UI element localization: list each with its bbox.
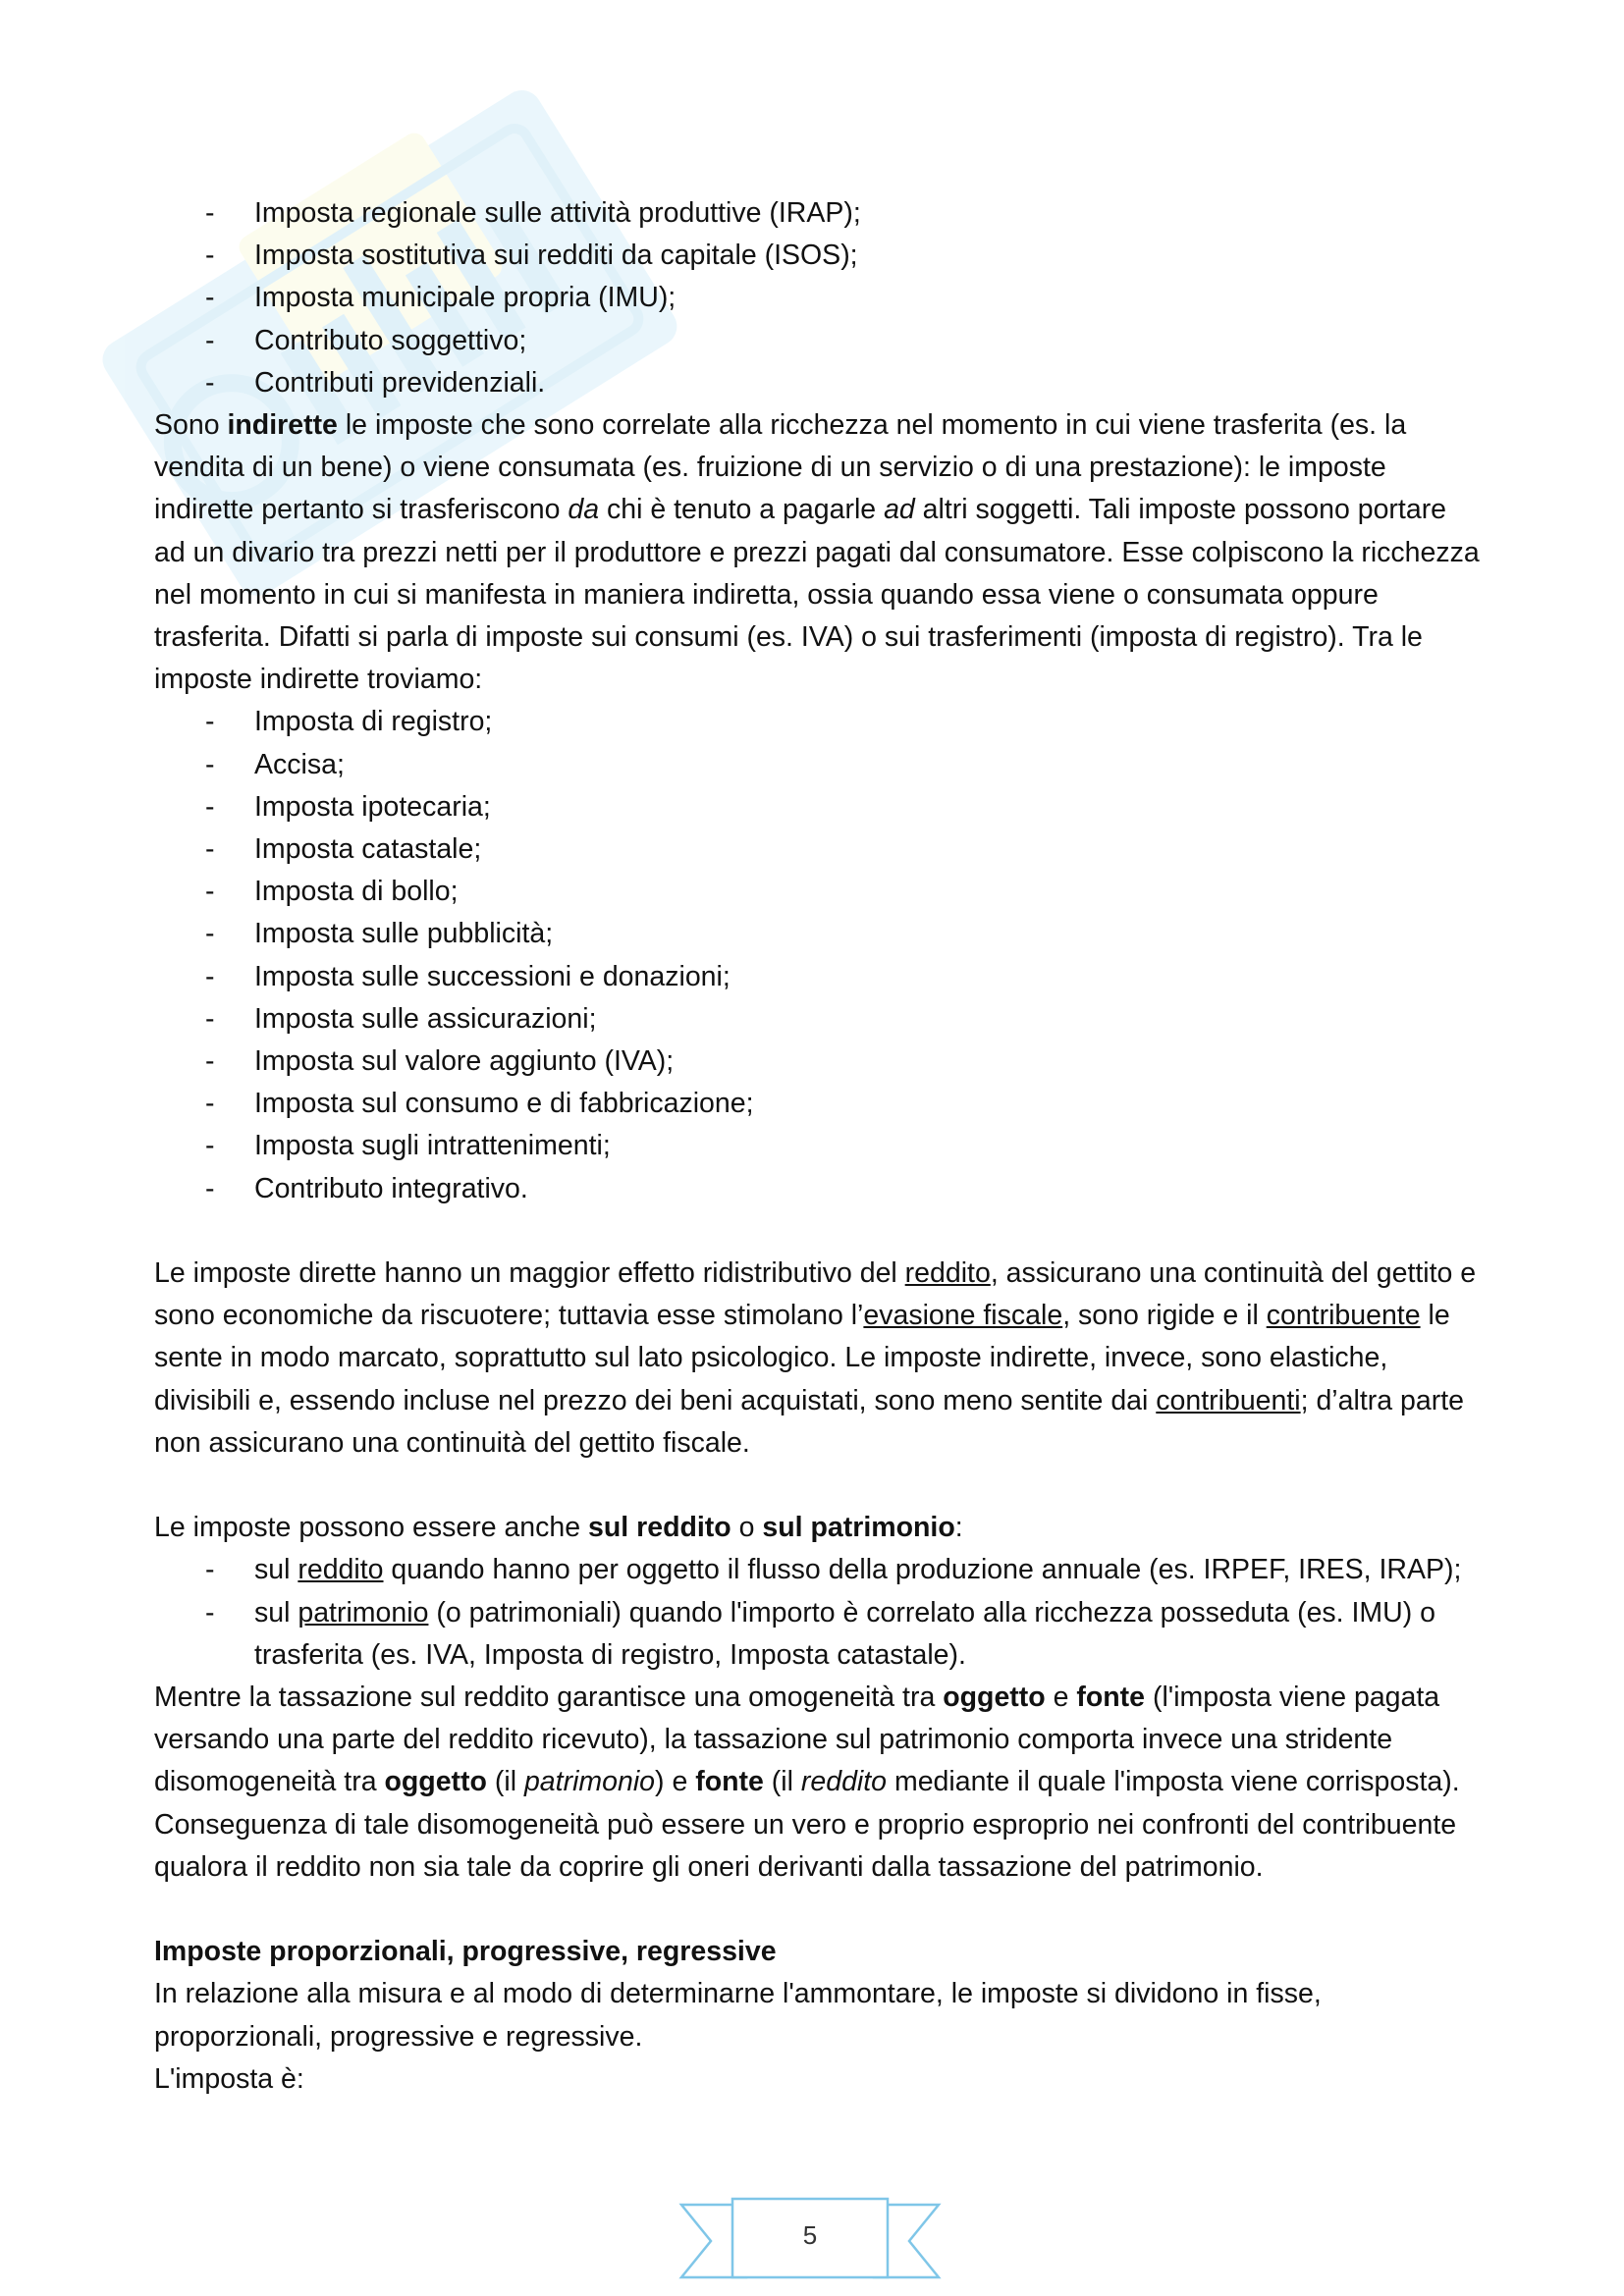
bold-term: sul patrimonio <box>762 1512 955 1544</box>
bold-term: indirette <box>227 409 338 442</box>
list-item: - Imposta sugli intrattenimenti; <box>154 1125 1480 1167</box>
paragraph-relazione: In relazione alla misura e al modo di determinarne l'ammontare, le imposte si dividono in fisse, proporzionali, progressive e regressive. <box>154 1978 1322 2053</box>
bold-term: fonte <box>1076 1682 1146 1714</box>
italic-term: reddito <box>800 1766 888 1798</box>
bold-term: oggetto <box>384 1766 487 1798</box>
list-item-patrimonio: - sul patrimonio (o patrimoniali) quando l'importo è correlato alla ricchezza posseduta (es. IMU) o trasferita (es. IVA, Imposta di registro, Imposta catastale). <box>154 1592 1480 1677</box>
list-item: - Imposta di registro; <box>154 701 1480 743</box>
list-imposte-dirette-continued <box>154 192 1480 404</box>
link-patrimonio[interactable]: patrimonio <box>298 1596 429 1629</box>
section-heading: Imposte proporzionali, progressive, regressive <box>154 1936 777 1968</box>
list-item: - Imposta catastale; <box>154 828 1480 871</box>
list-item: - Imposta regionale sulle attività produttive (IRAP); <box>154 192 1480 235</box>
list-item: - Imposta sulle pubblicità; <box>154 913 1480 955</box>
link-evasione-fiscale[interactable]: evasione fiscale <box>863 1300 1063 1332</box>
paragraph-reddito-patrimonio: Le imposte possono essere anche sul reddito o sul patrimonio: <box>154 1512 963 1544</box>
italic-term: da <box>568 494 600 526</box>
italic-term: ad <box>884 494 915 526</box>
spacer <box>154 1465 1480 1507</box>
list-item-reddito: - sul reddito quando hanno per oggetto il flusso della produzione annuale (es. IRPEF, IRES, IRAP); <box>154 1549 1480 1591</box>
link-contribuenti[interactable]: contribuenti <box>1156 1384 1301 1416</box>
list-item: - Imposta municipale propria (IMU); <box>154 277 1480 319</box>
spacer <box>154 1210 1480 1253</box>
spacer <box>154 1889 1480 1931</box>
page-footer <box>677 2197 943 2285</box>
list-item: - Contributo integrativo. <box>154 1168 1480 1210</box>
bold-term: sul reddito <box>588 1512 731 1544</box>
paragraph-confronto-dirette-indirette: Le imposte dirette hanno un maggior effetto ridistributivo del reddito, assicurano una continuità del gettito e sono economiche da riscuotere; tuttavia esse stimolano l’evasione fiscale, sono rigide e il contribuente le sente in modo marcato, soprattutto sul lato psicologico. Le imposte indirette, invece, sono elastiche, divisibili e, essendo incluse nel prezzo dei beni acquistati, sono meno sentite dai contribuenti; d’altra parte non assicurano una continuità del gettito fiscale. <box>154 1257 1477 1459</box>
list-item: - Imposta sulle successioni e donazioni; <box>154 956 1480 998</box>
document-body <box>154 192 1480 2101</box>
list-item: - Imposta ipotecaria; <box>154 786 1480 828</box>
list-imposte-indirette <box>154 701 1480 1209</box>
link-reddito[interactable]: reddito <box>904 1257 991 1290</box>
bold-term: oggetto <box>943 1682 1046 1714</box>
list-reddito-patrimonio <box>154 1549 1480 1677</box>
list-item: - Imposta sul valore aggiunto (IVA); <box>154 1041 1480 1083</box>
bold-term: fonte <box>695 1766 764 1798</box>
paragraph-imposte-indirette: Sono indirette le imposte che sono correlate alla ricchezza nel momento in cui viene trasferita (es. la vendita di un bene) o viene consumata (es. fruizione di un servizio o di una prestazione): le imposte indirette pertanto si trasferiscono da chi è tenuto a pagarle ad altri soggetti. Tali imposte possono portare ad un divario tra prezzi netti per il produttore e prezzi pagati dal consumatore. Esse colpiscono la ricchezza nel momento in cui si manifesta in maniera indiretta, ossia quando essa viene o consumata oppure trasferita. Difatti si parla di imposte sui consumi (es. IVA) o sui trasferimenti (imposta di registro). Tra le imposte indirette troviamo: <box>154 409 1480 696</box>
list-item: - Contributi previdenziali. <box>154 362 1480 404</box>
link-reddito[interactable]: reddito <box>298 1554 384 1586</box>
link-contribuente[interactable]: contribuente <box>1266 1300 1421 1332</box>
list-item: - Accisa; <box>154 744 1480 786</box>
list-item: - Imposta sulle assicurazioni; <box>154 998 1480 1041</box>
paragraph-imposta-e: L'imposta è: <box>154 2062 304 2095</box>
page-number: 5 <box>802 2220 818 2250</box>
paragraph-omogeneita: Mentre la tassazione sul reddito garantisce una omogeneità tra oggetto e fonte (l'imposta viene pagata versando una parte del reddito ricevuto), la tassazione sul patrimonio comporta invece una stridente disomogeneità tra oggetto (il patrimonio) e fonte (il reddito mediante il quale l'imposta viene corrisposta). Conseguenza di tale disomogeneità può essere un vero e proprio esproprio nei confronti del contribuente qualora il reddito non sia tale da coprire gli oneri derivanti dalla tassazione del patrimonio. <box>154 1682 1460 1883</box>
list-item: - Imposta sostitutiva sui redditi da capitale (ISOS); <box>154 235 1480 277</box>
list-item: - Imposta di bollo; <box>154 871 1480 913</box>
italic-term: patrimonio <box>523 1766 656 1798</box>
list-item: - Imposta sul consumo e di fabbricazione; <box>154 1083 1480 1125</box>
list-item: - Contributo soggettivo; <box>154 320 1480 362</box>
